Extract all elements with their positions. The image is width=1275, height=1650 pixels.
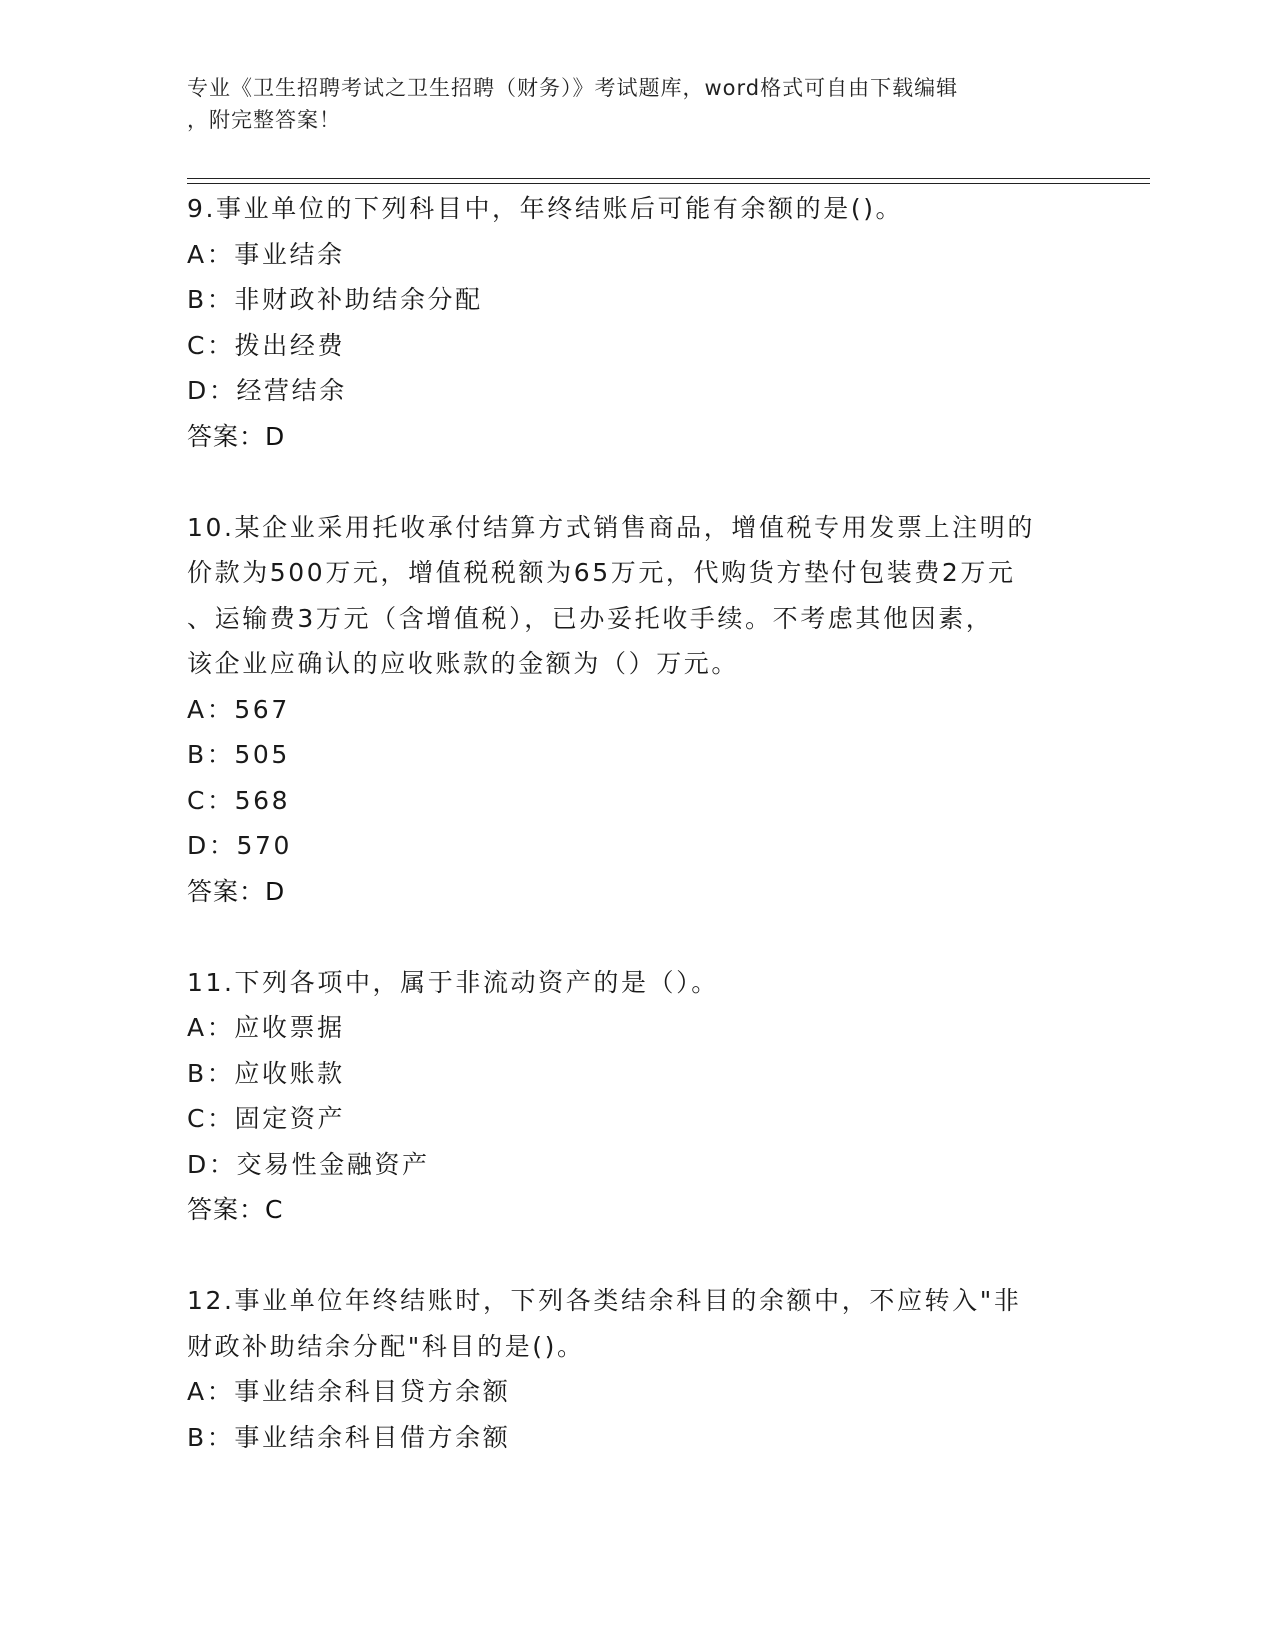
answer: 答案：D xyxy=(187,876,286,906)
question-text: 10.某企业采用托收承付结算方式销售商品，增值税专用发票上注明的 xyxy=(187,512,1035,542)
question-text: 价款为500万元，增值税税额为65万元，代购货方垫付包装费2万元 xyxy=(187,558,1016,587)
spacer xyxy=(187,1233,1087,1279)
option-b: B：非财政补助结余分配 xyxy=(187,285,483,314)
option-b: B：事业结余科目借方余额 xyxy=(187,1422,511,1452)
option-d: D：570 xyxy=(187,831,292,860)
question-text: 12.事业单位年终结账时，下列各类结余科目的余额中，不应转入"非 xyxy=(187,1286,1022,1315)
option-c: C：568 xyxy=(187,785,291,815)
question-12 xyxy=(187,1278,1087,1460)
option-a: A：事业结余科目贷方余额 xyxy=(187,1377,511,1406)
option-d: D：经营结余 xyxy=(187,376,347,405)
option-b: B：应收账款 xyxy=(187,1058,345,1088)
header-rule-bottom xyxy=(187,183,1150,184)
header-line-1: 专业《卫生招聘考试之卫生招聘（财务）》考试题库，word格式可自由下载编辑 xyxy=(187,76,959,100)
option-a: A：事业结余 xyxy=(187,239,345,269)
question-text: 该企业应确认的应收账款的金额为（）万元。 xyxy=(187,649,740,678)
question-11 xyxy=(187,960,1087,1233)
document-header xyxy=(187,72,1087,136)
answer: 答案：C xyxy=(187,1195,284,1224)
question-text: 11.下列各项中，属于非流动资产的是（）。 xyxy=(187,967,719,997)
option-d: D：交易性金融资产 xyxy=(187,1149,430,1179)
header-line-2: ，附完整答案！ xyxy=(187,108,341,132)
option-c: C：固定资产 xyxy=(187,1104,346,1133)
question-10 xyxy=(187,505,1087,915)
spacer xyxy=(187,459,1087,505)
option-a: A：567 xyxy=(187,694,290,724)
question-list xyxy=(187,186,1087,1460)
option-b: B：505 xyxy=(187,740,290,769)
question-text: 、运输费3万元（含增值税），已办妥托收手续。不考虑其他因素， xyxy=(187,603,994,633)
header-rule-top xyxy=(187,178,1150,179)
option-c: C：拨出经费 xyxy=(187,330,346,360)
spacer xyxy=(187,914,1087,960)
question-text: 9.事业单位的下列科目中，年终结账后可能有余额的是()。 xyxy=(187,194,904,223)
question-9 xyxy=(187,186,1087,459)
option-a: A：应收票据 xyxy=(187,1013,345,1042)
answer: 答案：D xyxy=(187,421,286,451)
question-text: 财政补助结余分配"科目的是()。 xyxy=(187,1331,585,1361)
